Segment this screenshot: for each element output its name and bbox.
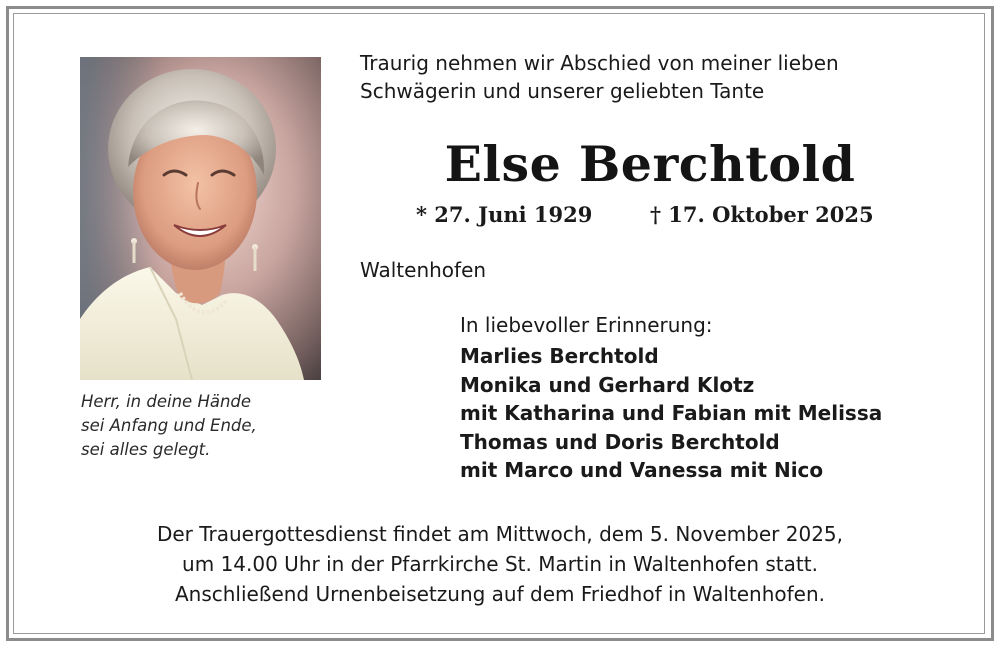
intro-line: Schwägerin und unserer geliebten Tante	[360, 79, 765, 103]
service-line: Der Trauergottesdienst findet am Mittwoch, dem 5. November 2025,	[156, 522, 844, 546]
mourner-line: Marlies Berchtold	[460, 344, 659, 368]
service-line: um 14.00 Uhr in der Pfarrkirche St. Martin in Waltenhofen statt.	[182, 552, 818, 576]
mourner-line: mit Katharina und Fabian mit Melissa	[460, 401, 883, 426]
service-info	[20, 519, 980, 609]
mourner-line: Monika und Gerhard Klotz	[460, 372, 755, 397]
deceased-name: Else Berchtold	[444, 135, 856, 193]
mourner-line: Thomas und Doris Berchtold	[460, 429, 780, 454]
memory-heading: In liebevoller Erinnerung:	[460, 313, 713, 337]
residence: Waltenhofen	[360, 258, 487, 282]
verse-line: Herr, in deine Hände	[81, 392, 252, 411]
service-line: Anschließend Urnenbeisetzung auf dem Friedhof in Waltenhofen.	[174, 582, 825, 606]
intro-text	[360, 49, 960, 105]
death-date: † 17. Oktober 2025	[650, 202, 874, 227]
verse	[81, 390, 311, 462]
intro-line: Traurig nehmen wir Abschied von meiner lieben	[360, 51, 839, 75]
birth-date: * 27. Juni 1929	[416, 202, 593, 227]
verse-line: sei alles gelegt.	[81, 440, 211, 459]
verse-line: sei Anfang und Ende,	[81, 416, 257, 435]
portrait-photo	[80, 57, 321, 380]
mourners-list	[460, 342, 882, 485]
mourner-line: mit Marco und Vanessa mit Nico	[460, 458, 824, 483]
